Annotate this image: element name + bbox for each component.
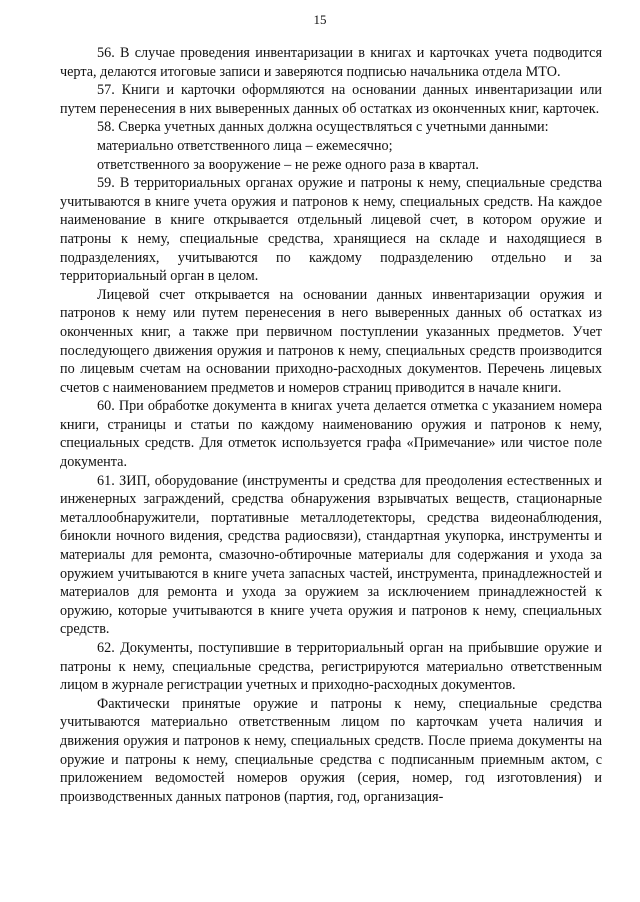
paragraph-62: 62. Документы, поступившие в территориальный орган на прибывшие оружие и патроны к нему, специальные средства, регистрируются материально ответственным лицом в журнале регистрации учетных и приходно-расходных документов. <box>60 640 602 694</box>
paragraph-59-continued: Лицевой счет открывается на основании данных инвентаризации оружия и патронов к нему или путем перенесения в него выверенных данных об остатках из оконченных книг, а также при первичном поступлении указанных предметов. Учет последующего движения оружия и патронов к нему, специальных средств производится по лицевым счетам на основании приходно-расходных документов. Перечень лицевых счетов с наименованием предметов и номеров страниц приводится в начале книги. <box>60 286 602 396</box>
page-number: 15 <box>313 12 327 27</box>
paragraph-57: 57. Книги и карточки оформляются на основании данных инвентаризации или путем перенесения в них выверенных данных об остатках из оконченных книг, карточек. <box>60 82 602 117</box>
paragraph-58-item-quarterly: ответственного за вооружение – не реже одного раза в квартал. <box>97 156 479 173</box>
paragraph-59: 59. В территориальных органах оружие и патроны к нему, специальные средства учитываются в книге учета оружия и патронов к нему, специальных средств. На каждое наименование в книге открывается отдельный лицевой счет, в котором оружие и патроны к нему, специальные средства, хранящиеся на складе и находящиеся в подразделениях, учитываются по каждому подразделению отдельно и за территориальный орган в целом. <box>60 175 602 285</box>
document-body <box>60 44 602 806</box>
paragraph-58-item-monthly: материально ответственного лица – ежемесячно; <box>97 137 393 154</box>
paragraph-58: 58. Сверка учетных данных должна осуществляться с учетными данными: <box>97 119 549 136</box>
paragraph-56: 56. В случае проведения инвентаризации в книгах и карточках учета подводится черта, делаются итоговые записи и заверяются подписью начальника отдела МТО. <box>60 45 602 80</box>
paragraph-61: 61. ЗИП, оборудование (инструменты и средства для преодоления естественных и инженерных заграждений, средства обнаружения взрывчатых веществ, стационарные металлообнаружители, портативные металлодетекторы, средства видеонаблюдения, бинокли ночного видения, средства радиосвязи), стандартная укупорка, инструменты и материалы для ремонта, смазочно-обтирочные материалы для содержания и ухода за оружием учитываются в книге учета запасных частей, инструмента, принадлежностей и материалов для ремонта и ухода за оружием за исключением принадлежностей к оружию, которые учитываются в книге учета оружия и патронов к нему, специальных средств. <box>60 472 602 638</box>
paragraph-60: 60. При обработке документа в книгах учета делается отметка с указанием номера книги, страницы и статьи по каждому наименованию оружия и патронов к нему, специальных средств. Для отметок используется графа «Примечание» или чистое поле документа. <box>60 398 602 471</box>
paragraph-62-continued: Фактически принятые оружие и патроны к нему, специальные средства учитываются материально ответственным лицом по карточкам учета наличия и движения оружия и патронов к нему, специальных средств. После приема документы на оружие и патроны к нему, специальные средства с подписанным приемным актом, с приложением ведомостей номеров оружия (серия, номер, год изготовления) и производственных данных патронов (партия, год, организация- <box>60 695 602 805</box>
